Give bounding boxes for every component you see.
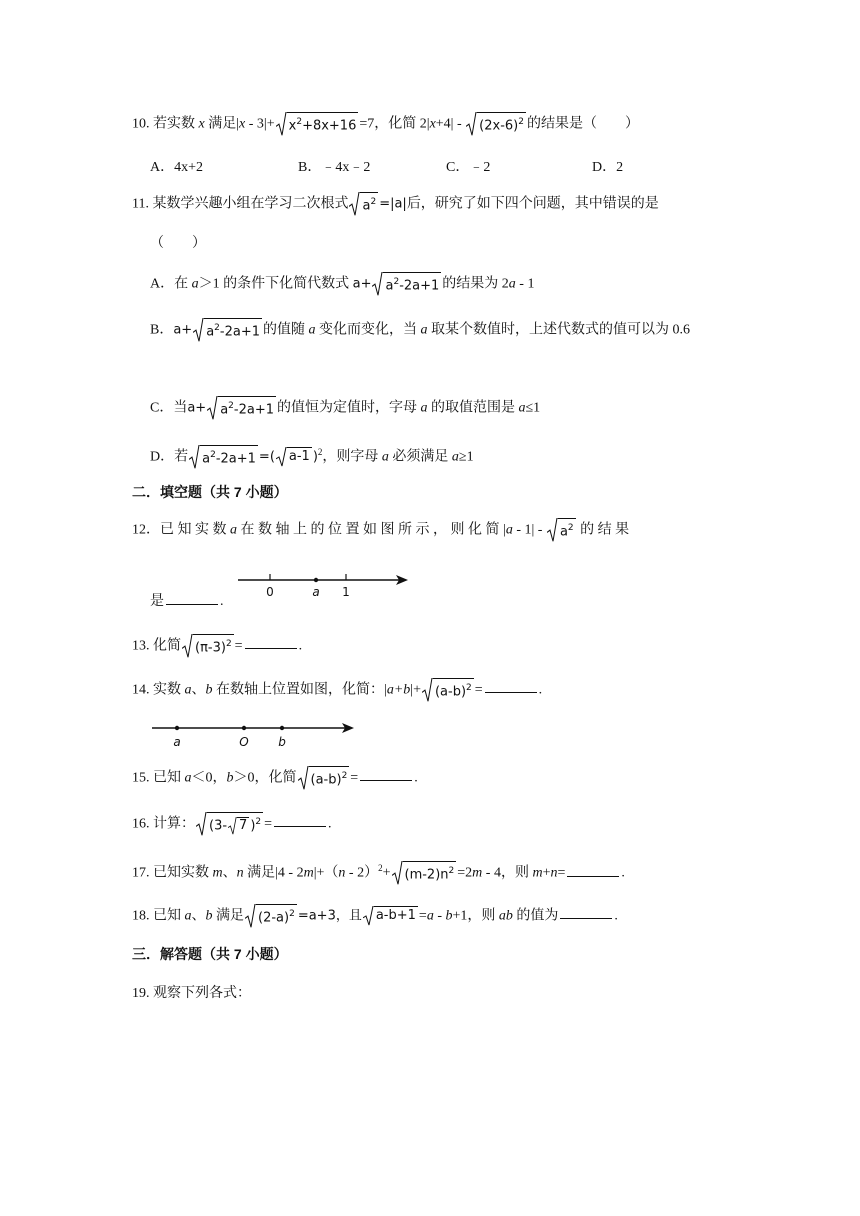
question-number: 17. (132, 865, 150, 881)
answer-blank[interactable] (567, 862, 619, 877)
q10-option-a: A．4x+2 (150, 160, 204, 175)
q11-option-c: C．当a+ $a^2-2a+1$ 的值恒为定值时，字母 a 的取值范围是 a≤1 (150, 396, 540, 420)
question-11-paren: （ ） (150, 236, 206, 251)
label-b: b (278, 735, 286, 749)
answer-blank[interactable] (560, 904, 612, 919)
point-b (280, 726, 284, 730)
point-a (175, 726, 179, 730)
answer-blank[interactable] (485, 678, 537, 693)
radical: (3- 7 )$^2$ (196, 812, 263, 836)
section-heading-answer: 三．解答题（共 7 小题） (132, 946, 288, 962)
question-12-answer: 是 . (150, 590, 224, 612)
question-17: 17. 已知实数 m、n 满足|4 - 2m|+（n - 2）$^2$+ $(m-2)n^2 =2m - 4$，则 m+n= . (132, 858, 625, 886)
radical: $a^2$ (547, 518, 576, 542)
question-number: 19. (132, 986, 150, 1001)
question-13: 13. 化简 $(\pi-3)^2$ = . (132, 634, 302, 658)
radical: a-b+1 (363, 906, 418, 926)
question-16: 16. 计算： (3- 7 )$^2$ = . (132, 812, 332, 836)
question-number: 18. (132, 908, 150, 924)
question-19: 19. 观察下列各式： (132, 986, 251, 1001)
point-a (314, 578, 318, 582)
question-18: 18. 已知 a、b 满足 $(2-a)^2 =a+3$，且 a-b+1 =a - b+1，则 ab 的值为 . (132, 904, 618, 928)
inner-radical: 7 (228, 817, 249, 835)
question-10: 10. 若实数 x 满足|x - 3|+ $x^2+8x+16 =7$，化简 2|x+4| - $(2x-6)^2$ 的结果是（ ） (132, 112, 639, 136)
number-line-q12 (232, 566, 414, 600)
question-number: 13. (132, 638, 150, 654)
question-11: 11. 某数学兴趣小组在学习二次根式 $a^2 =|a|$后，研究了如下四个问题，其中错误的是 (132, 192, 659, 216)
radical: $(m-2)n^2$ (392, 861, 457, 885)
question-14: 14. 实数 a、b 在数轴上位置如图，化简：|a+b|+ $(a-b)^2$ = . (132, 678, 542, 702)
answer-blank[interactable] (245, 634, 297, 649)
radical: $x^2+8x+16$ (276, 112, 359, 136)
question-number: 14. (132, 682, 150, 698)
radical: $(2-a)^2$ (245, 904, 297, 928)
label-o: O (239, 735, 249, 749)
radical: $(a-b)^2$ (298, 766, 350, 790)
answer-blank[interactable] (360, 766, 412, 781)
question-number: 10. (132, 116, 150, 132)
radical: a-1 (276, 447, 312, 467)
q10-option-d: D．2 (592, 160, 624, 175)
answer-blank[interactable] (274, 812, 326, 827)
q11-option-d: D．若 $a^2-2a+1$ =( a-1 )$^2$，则字母 a 必须满足 a≥1 (150, 442, 474, 470)
label-0: 0 (266, 585, 274, 599)
q11-option-b: B．a+ $a^2-2a+1$ 的值随 a 变化而变化，当 a 取某个数值时，上述代数式的值可以为 0.6 (150, 318, 690, 342)
label-a: a (173, 735, 181, 749)
radical: $a^2$ (349, 192, 378, 216)
q10-option-b: B．﹣4x﹣2 (298, 160, 371, 175)
q11-option-a: A．在 a＞1 的条件下化简代数式 a+ $a^2-2a+1$ 的结果为 2a - 1 (150, 272, 534, 296)
radical: $(\pi-3)^2$ (182, 634, 234, 658)
radical: $(2x-6)^2$ (466, 112, 526, 136)
section-heading-fill-in: 二．填空题（共 7 小题） (132, 484, 288, 500)
radical: $a^2-2a+1$ (207, 396, 276, 420)
radical: $(a-b)^2$ (422, 678, 474, 702)
question-15: 15. 已知 a＜0，b＞0，化简 $(a-b)^2$ = . (132, 766, 418, 790)
label-1: 1 (342, 585, 350, 599)
radical: $a^2-2a+1$ (193, 318, 262, 342)
question-number: 16. (132, 816, 150, 832)
question-number: 15. (132, 770, 150, 786)
point-o (242, 726, 246, 730)
number-line-q14 (148, 716, 360, 750)
radical: $a^2-2a+1$ (189, 445, 258, 469)
question-number: 12． (132, 522, 160, 538)
radical: $a^2-2a+1$ (372, 272, 441, 296)
answer-blank[interactable] (166, 590, 218, 605)
q10-option-c: C．﹣2 (446, 160, 491, 175)
label-a: a (312, 585, 320, 599)
question-12: 12．已 知 实 数 a 在 数 轴 上 的 位 置 如 图 所 示 ， 则 化 简 |a - 1| - $a^2$ 的 结 果 (132, 518, 629, 542)
question-number: 11. (132, 196, 149, 212)
